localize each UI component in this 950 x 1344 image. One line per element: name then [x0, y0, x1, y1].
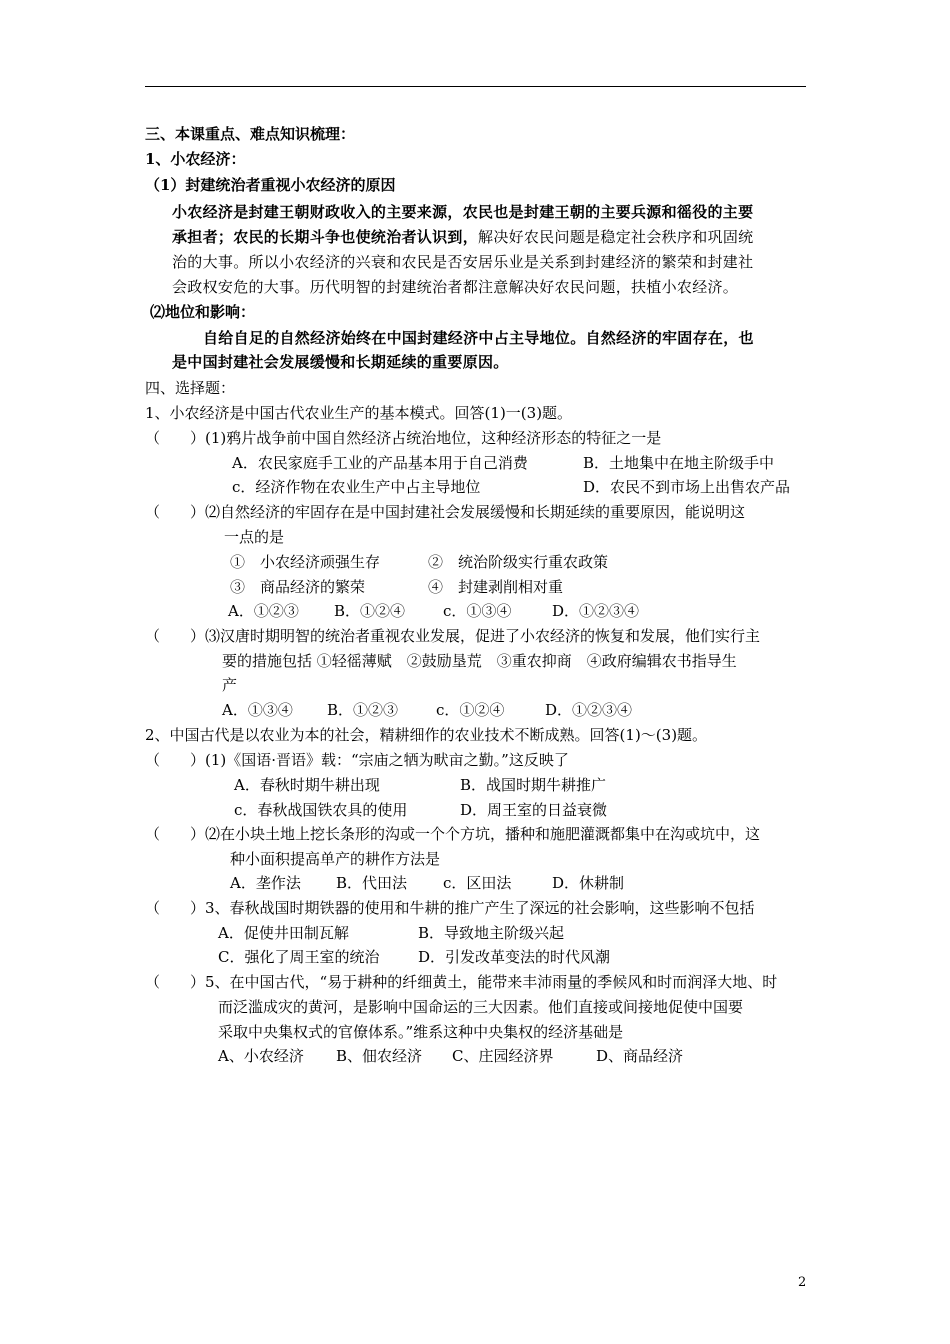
- question-3-option-a: A．①③④: [222, 701, 293, 719]
- point2-title: ⑵地位和影响：: [150, 303, 256, 321]
- question-1-option-d: D．农民不到市场上出售农产品: [583, 478, 791, 496]
- question-5-option-b: B．代田法: [336, 874, 408, 892]
- point2-line1: 自给自足的自然经济始终在中国封建经济中占主导地位。自然经济的牢固存在，也: [203, 329, 754, 347]
- question-4-option-a: A．春秋时期牛耕出现: [234, 776, 380, 794]
- question-4-option-b: B．战国时期牛耕推广: [460, 776, 607, 794]
- question-5-continuation: 种小面积提高单产的耕作方法是: [230, 850, 441, 868]
- question-3-continuation-1: 要的措施包括 ①轻徭薄赋 ②鼓励垦荒 ③重农抑商 ④政府编辑农书指导生: [222, 652, 737, 670]
- question-5-option-a: A．垄作法: [230, 874, 301, 892]
- point1-line4: 会政权安危的大事。历代明智的封建统治者都注意解决好农民问题，扶植小农经济。: [172, 278, 739, 296]
- group2-intro: 2、中国古代是以农业为本的社会，精耕细作的农业技术不断成熟。回答(1)～(3)题。: [145, 726, 708, 744]
- question-2-option-d: D．①②③④: [552, 602, 640, 620]
- question-4-option-c: c．春秋战国铁农具的使用: [234, 801, 408, 819]
- question-2-option-a: A．①②③: [228, 602, 299, 620]
- question-1: （ ）(1)鸦片战争前中国自然经济占统治地位，这种经济形态的特征之一是: [145, 429, 662, 447]
- point2-line2: 是中国封建社会发展缓慢和长期延续的重要原因。: [172, 353, 509, 371]
- question-7-continuation-1: 而泛滥成灾的黄河，是影响中国命运的三大因素。他们直接或间接地促使中国要: [218, 998, 744, 1016]
- question-3-option-c: c．①②④: [436, 701, 505, 719]
- question-7: （ ）5、在中国古代，“易于耕种的纤细黄土，能带来丰沛雨量的季候风和时而润泽大地、时: [145, 973, 778, 991]
- question-5-option-c: c．区田法: [443, 874, 512, 892]
- page-number: 2: [798, 1275, 807, 1290]
- question-1-option-c: c．经济作物在农业生产中占主导地位: [232, 478, 481, 496]
- question-2-statement-1: ① 小农经济顽强生存: [230, 553, 381, 571]
- question-6-option-d: D．引发改革变法的时代风潮: [418, 948, 611, 966]
- subsection-small-farmer-economy: 1、小农经济：: [145, 150, 246, 168]
- question-6-option-a: A．促使井田制瓦解: [218, 924, 349, 942]
- question-3-option-b: B．①②③: [327, 701, 399, 719]
- point1-line1: 小农经济是封建王朝财政收入的主要来源，农民也是封建王朝的主要兵源和徭役的主要: [172, 203, 754, 221]
- point1-line3: 治的大事。所以小农经济的兴衰和农民是否安居乐业是关系到封建经济的繁荣和封建社: [172, 253, 754, 271]
- question-3-option-d: D．①②③④: [545, 701, 633, 719]
- point1-line2: [172, 227, 753, 247]
- question-2-statement-3: ③ 商品经济的繁荣: [230, 578, 366, 596]
- question-2-continuation: 一点的是: [224, 528, 285, 546]
- question-7-option-a: A、小农经济: [218, 1047, 304, 1065]
- question-2-option-b: B．①②④: [334, 602, 406, 620]
- question-6: （ ）3、春秋战国时期铁器的使用和牛耕的推广产生了深远的社会影响，这些影响不包括: [145, 899, 755, 917]
- question-6-option-c: C．强化了周王室的统治: [218, 948, 380, 966]
- point1-line2-normal: 解决好农民问题是稳定社会秩序和巩固统: [478, 228, 754, 246]
- question-3-continuation-2: 产: [222, 676, 238, 694]
- section3-heading: 三、本课重点、难点知识梳理：: [145, 125, 356, 143]
- question-2: （ ）⑵自然经济的牢固存在是中国封建社会发展缓慢和长期延续的重要原因，能说明这: [145, 503, 746, 521]
- header-rule: [145, 86, 806, 87]
- point1-title: （1）封建统治者重视小农经济的原因: [145, 176, 396, 194]
- question-6-option-b: B．导致地主阶级兴起: [418, 924, 565, 942]
- question-1-option-a: A．农民家庭手工业的产品基本用于自己消费: [232, 454, 528, 472]
- section4-heading: 四、选择题：: [145, 379, 236, 397]
- question-3: （ ）⑶汉唐时期明智的统治者重视农业发展，促进了小农经济的恢复和发展，他们实行主: [145, 627, 761, 645]
- question-7-option-c: C、庄园经济界: [452, 1047, 554, 1065]
- question-4-option-d: D．周王室的日益衰微: [460, 801, 608, 819]
- question-7-option-b: B、佃农经济: [336, 1047, 423, 1065]
- group1-intro: 1、小农经济是中国古代农业生产的基本模式。回答(1)一(3)题。: [145, 404, 573, 422]
- point1-line2-bold: 承担者；农民的长期斗争也使统治者认识到，: [172, 228, 479, 246]
- question-2-statement-4: ④ 封建剥削相对重: [428, 578, 564, 596]
- question-2-option-c: c．①③④: [443, 602, 512, 620]
- question-5: （ ）⑵在小块土地上挖长条形的沟或一个个方坑，播种和施肥灌溉都集中在沟或坑中，这: [145, 825, 761, 843]
- question-2-statement-2: ② 统治阶级实行重农政策: [428, 553, 609, 571]
- question-7-option-d: D、商品经济: [596, 1047, 684, 1065]
- question-1-option-b: B．土地集中在地主阶级手中: [583, 454, 775, 472]
- question-4: （ ）(1)《国语·晋语》载：“宗庙之牺为畎亩之勤。”这反映了: [145, 751, 569, 769]
- question-5-option-d: D．休耕制: [552, 874, 625, 892]
- question-7-continuation-2: 采取中央集权式的官僚体系。”维系这种中央集权的经济基础是: [218, 1023, 624, 1041]
